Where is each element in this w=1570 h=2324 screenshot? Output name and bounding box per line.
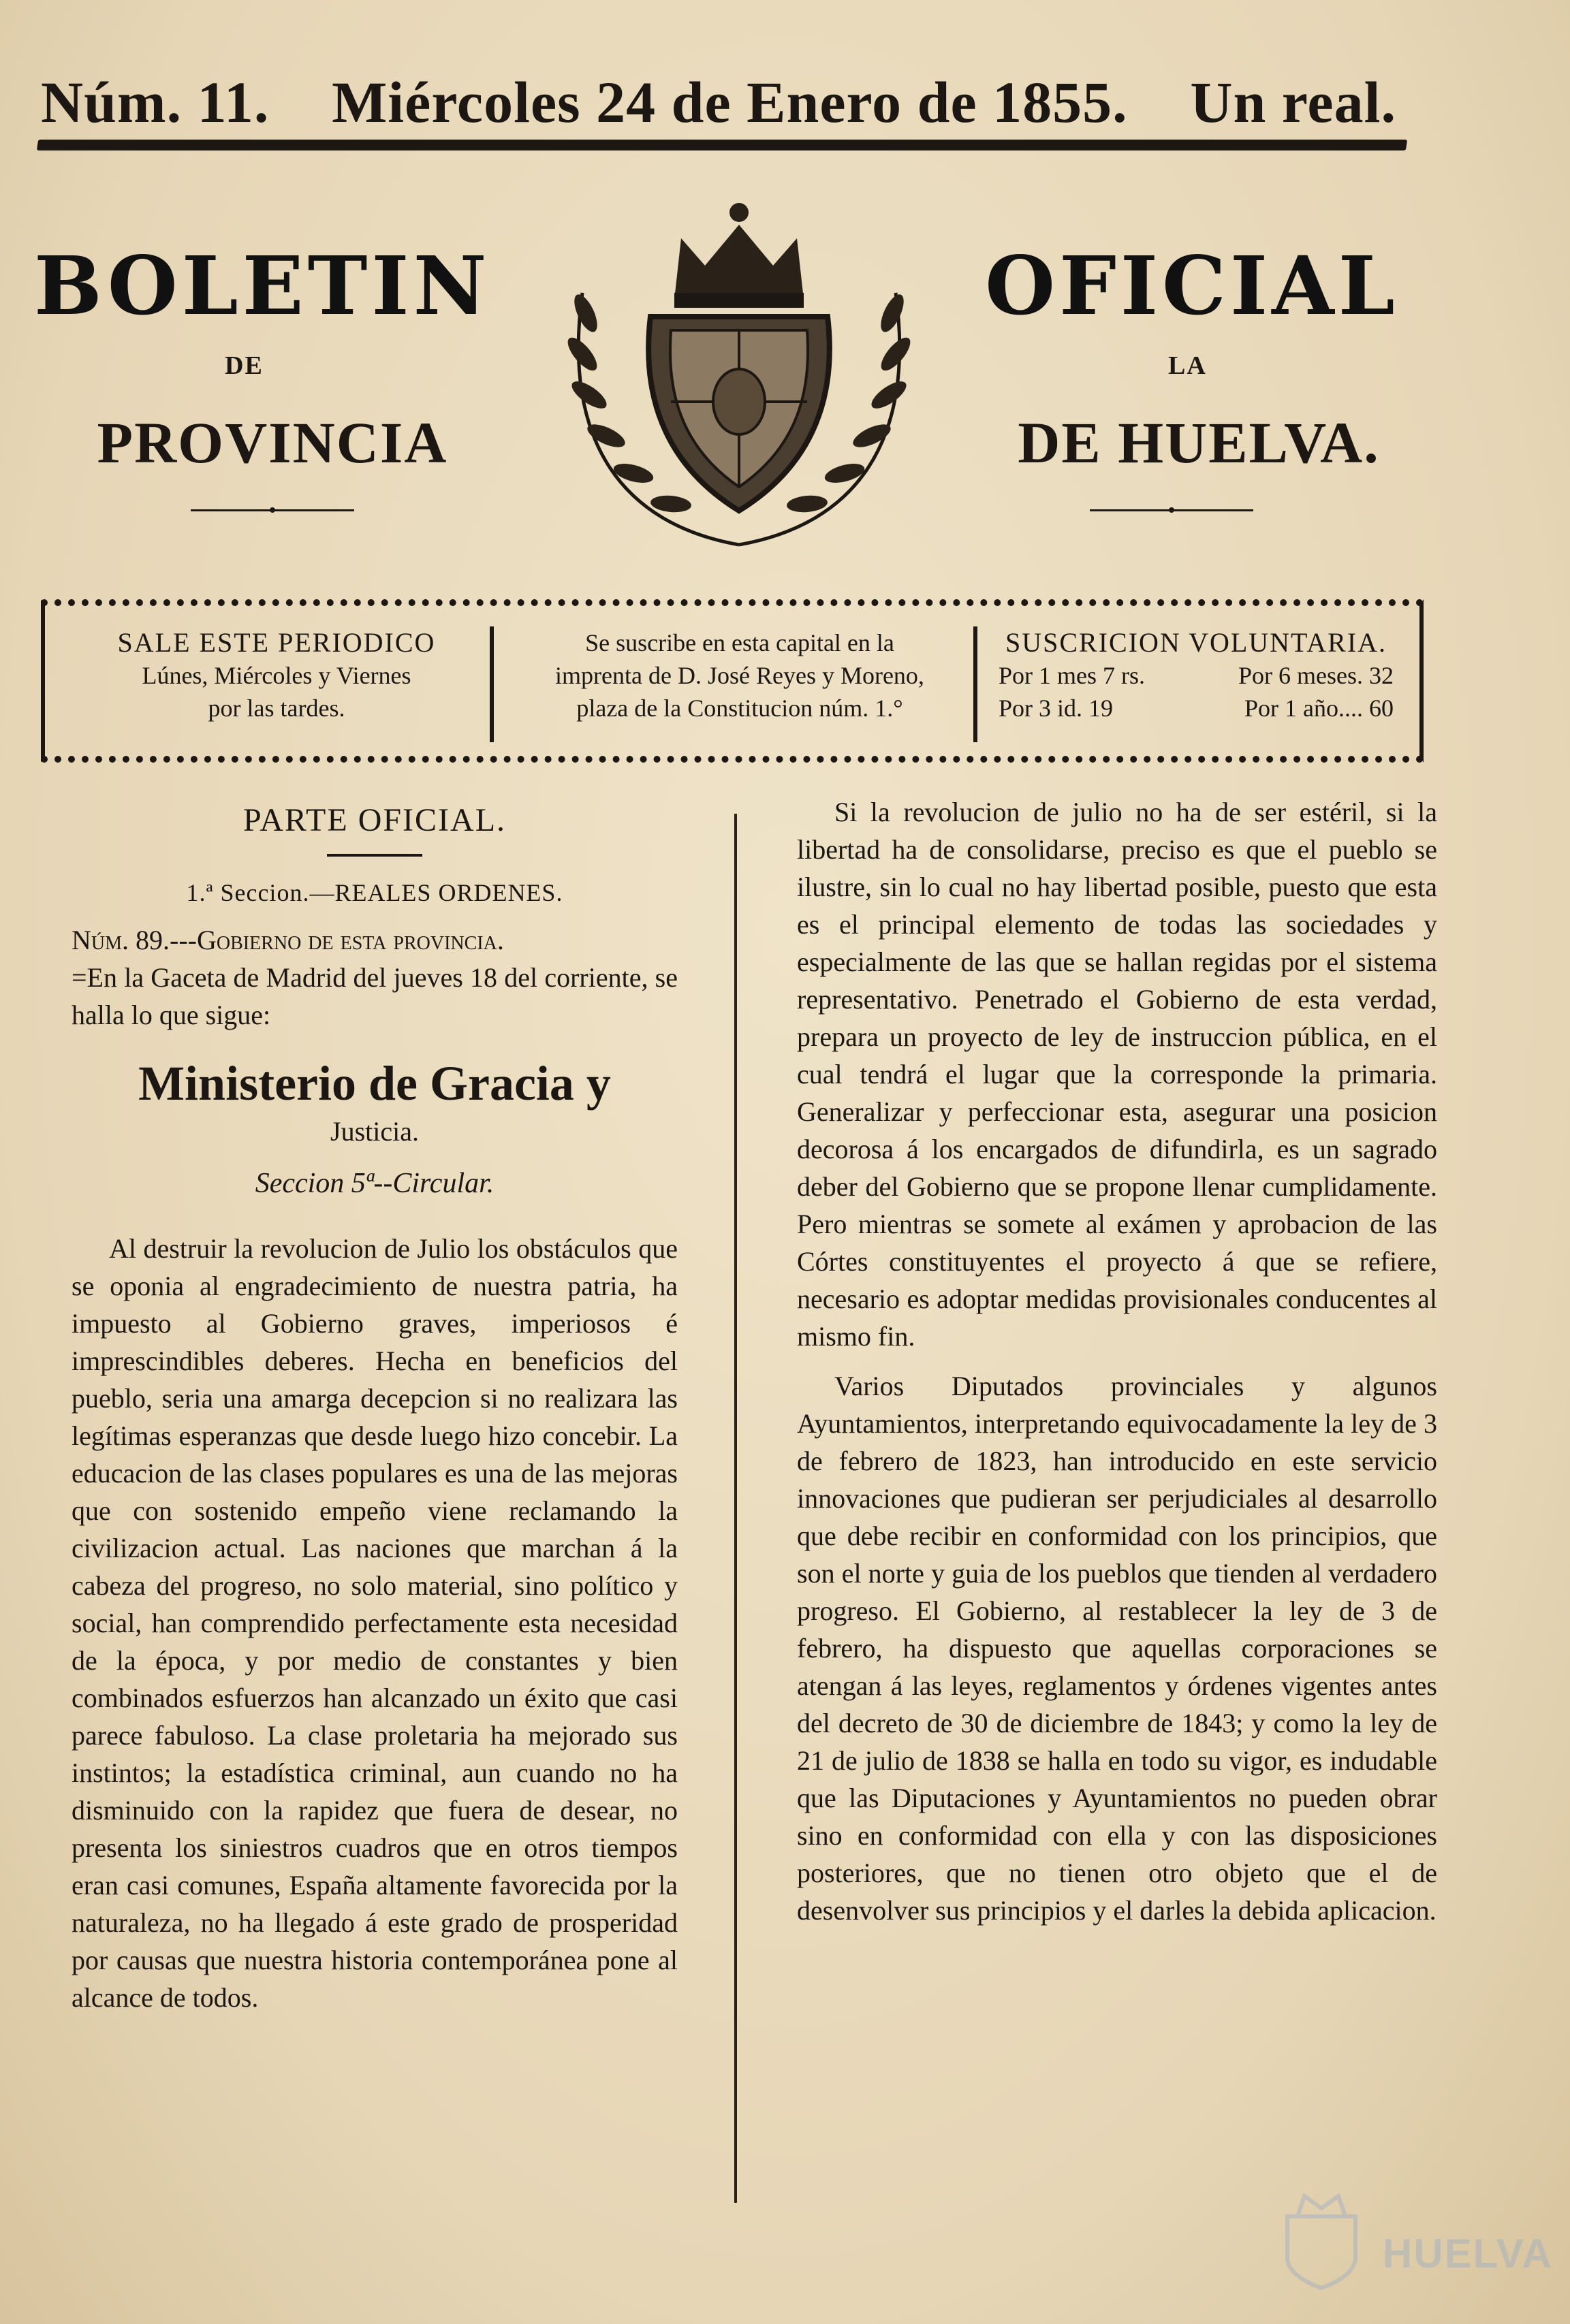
ministry-heading: Ministerio de Gracia y (138, 1056, 611, 1111)
periodicity-info: SALE ESTE PERIODICO Lúnes, Miércoles y Viernes por las tardes. (117, 627, 436, 722)
article-body: Al destruir la revolucion de Julio los obstáculos que se oponia al engradecimiento de nuestra patria, ha impuesto al Gobierno graves, imperiosos é imprescindibles deberes. Hecha en beneficios del pueblo, seria una amarga decepcion si no realizara las legítimas esperanzas que desde luego hizo concebir. La educacion de las clases populares es una de las mejoras que con sostenido empeño viene reclamando la civilizacion actual. Las naciones que marchan á la cabeza del progreso, no solo material, sino político y social, han comprendido perfectamente esta necesidad de la época, y por medio de constantes y bien combinados esfuerzos han alcanzado un éxito que casi parece fabuloso. La clase proletaria ha mejorado sus instintos; la estadística criminal, aun cuando no ha disminuido con la rapidez que fuera de desear, no presenta los siniestros cuadros que en otros tiempos eran casi comunes, España altamente favorecida por la naturaleza, no ha llegado á este grado de prosperidad por causas que nuestra historia contemporánea pone al alcance de todos. (72, 1233, 678, 2013)
issue-header (41, 68, 1396, 136)
column-divider (734, 814, 737, 2203)
watermark-crest-icon (1281, 2189, 1362, 2291)
circular-heading: Seccion 5ª--Circular. (255, 1168, 494, 1199)
subscription-place: Se suscribe en esta capital en la imprenta de D. José Reyes y Moreno, plaza de la Constitucion núm. 1.° (555, 629, 924, 722)
coat-of-arms-icon (501, 197, 977, 558)
header-rule (37, 140, 1407, 150)
right-column (797, 793, 1437, 1929)
ministry-subheading: Justicia. (330, 1116, 419, 1147)
masthead-boletin: BOLETIN (34, 238, 491, 333)
left-column (72, 793, 678, 2016)
subsection-title: 1.ª Seccion.—REALES ORDENES. (186, 879, 563, 906)
article-paragraph-1: Si la revolucion de julio no ha de ser estéril, si la libertad ha de consolidarse, preciso es que el pueblo se ilustre, sin lo cual no hay libertad posible, puesto que esta es el principal elemento de todas las sociedades y especialmente de las que se hallan regidas por el sistema representativo. Penetrado el Gobierno de esta verdad, prepara un proyecto de ley de instruccion pública, en el cual tendrá el lugar que la corresponde la primaria. Generalizar y perfeccionar esta, asegurar una posicion decorosa á los encargados de difundirla, es un sagrado deber del Gobierno que se propone llenar cumplidamente. Pero mientras se somete al exámen y aprobacion de las Córtes constituyentes el proyecto á que se refiere, necesario es adoptar medidas provisionales conducentes al mismo fin. (797, 797, 1437, 1352)
section-title: PARTE OFICIAL. (242, 802, 507, 838)
subscription-box (41, 599, 1424, 763)
masthead-la: LA (1168, 351, 1207, 380)
flourish-right (1090, 507, 1253, 513)
flourish-left (191, 507, 354, 513)
box-divider (973, 626, 977, 742)
masthead-de: DE (225, 351, 264, 380)
section-rule (327, 854, 422, 857)
masthead-huelva: DE HUELVA. (1018, 410, 1380, 475)
archive-watermark (1281, 2189, 1553, 2298)
masthead-oficial: OFICIAL (985, 238, 1399, 333)
masthead-provincia: PROVINCIA (97, 410, 448, 475)
issue-date: Miércoles 24 de Enero de 1855. (332, 69, 1128, 135)
issue-price: Un real. (1190, 69, 1396, 135)
box-divider (490, 626, 494, 742)
order-number: Núm. 89.---Gobierno de esta provincia. (72, 925, 504, 955)
watermark-text: HUELVA (1383, 2231, 1553, 2276)
article-paragraph-2: Varios Diputados provinciales y algunos Ayuntamientos, interpretando equivocadamente la ley de 3 de febrero de 1823, han introducido en este servicio innovaciones que pudieran ser perjudiciales al desarrollo que debe recibir en conformidad con los principios, que son el norte y guia de los pueblos que tienden al verdadero progreso. El Gobierno, al restablecer la ley de 3 de febrero, ha dispuesto que aquellas corporaciones se atengan á las leyes, reglamentos y órdenes vigentes antes del decreto de 30 de diciembre de 1843; y como la ley de 21 de julio de 1838 se halla en todo su vigor, es indudable que las Diputaciones y Ayuntamientos no pueden obrar sino en conformidad con ella y con las disposiciones posteriores, que no tienen otro objeto que el de desenvolver sus principios y el darles la debida aplicacion. (797, 1371, 1437, 1926)
order-intro: =En la Gaceta de Madrid del jueves 18 del corriente, se halla lo que sigue: (72, 962, 678, 1030)
subscription-prices: SUSCRICION VOLUNTARIA. Por 1 mes 7 rs. Por 6 meses. 32 Por 3 id. 19 Por 1 año.... 60 (999, 627, 1394, 722)
issue-number: Núm. 11. (41, 69, 270, 135)
